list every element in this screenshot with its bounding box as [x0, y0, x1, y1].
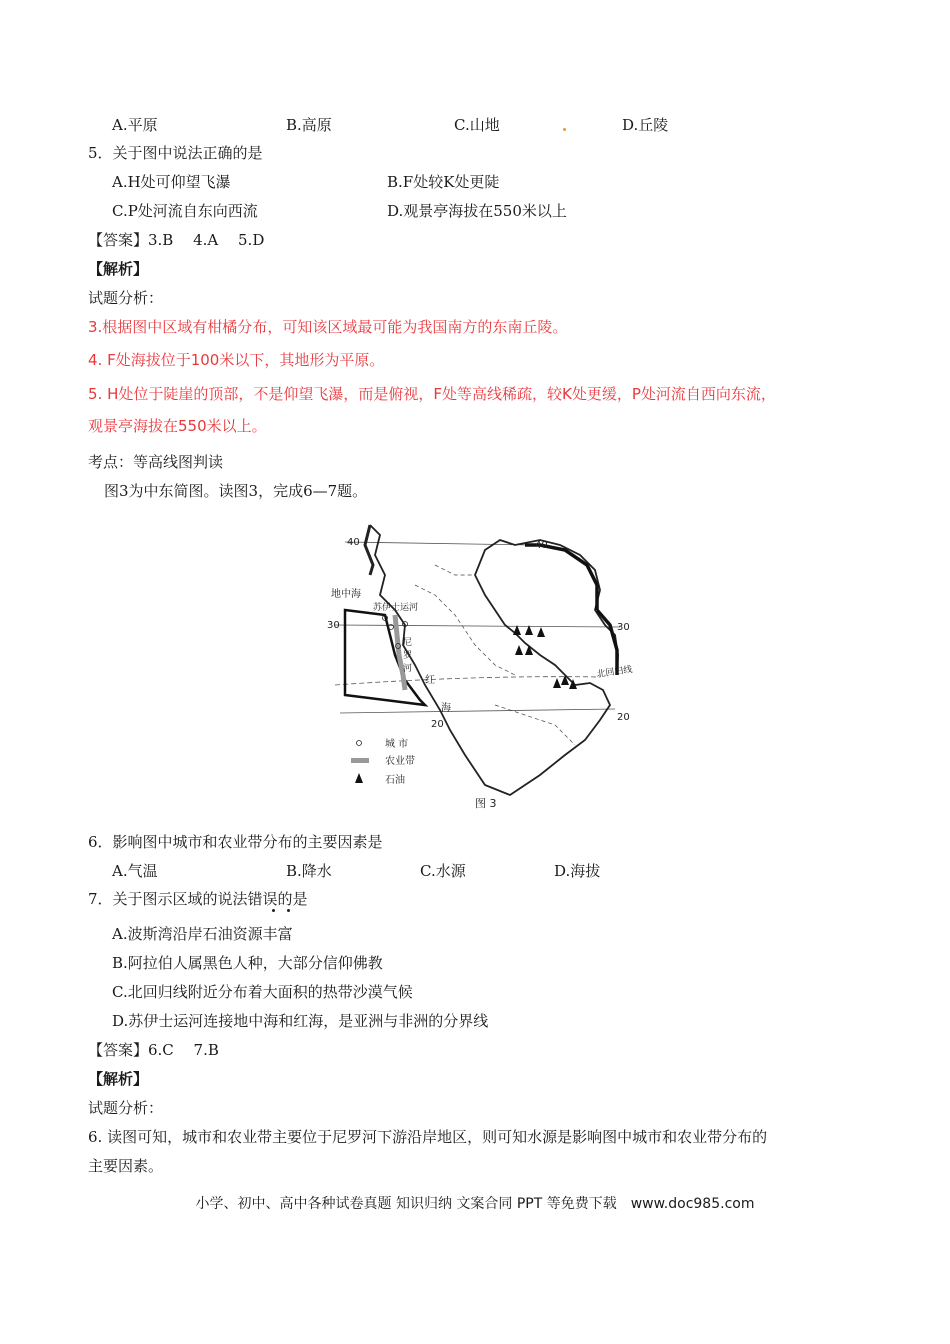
- suez-label: 苏伊士运河: [373, 603, 419, 613]
- lat-40-left-label: 40: [347, 537, 360, 548]
- nile-char-1: 尼: [403, 638, 413, 648]
- q5-option-a: A.H处可仰望飞瀑: [112, 173, 231, 191]
- nile-char-3: 河: [403, 664, 413, 674]
- q5-option-d: D.观景亭海拔在550米以上: [387, 202, 567, 220]
- legend-city-label: 城 市: [385, 739, 409, 750]
- q4-option-b: B.高原: [286, 116, 332, 134]
- analysis-label-2: 【解析】: [88, 1070, 149, 1088]
- q7-option-c: C.北回归线附近分布着大面积的热带沙漠气候: [112, 983, 413, 1001]
- lat-30-left-label: 30: [327, 620, 340, 631]
- legend-agri-symbol: [351, 758, 369, 763]
- q6-option-c: C.水源: [420, 862, 466, 880]
- explain-5-line1: 5. H处位于陡崖的顶部，不是仰望飞瀑，而是俯视，F处等高线稀疏，较K处更缓，P处河流自西向东流，: [88, 385, 776, 403]
- stray-dot: [563, 128, 566, 131]
- lat-20-left-label: 20: [431, 719, 444, 730]
- legend-oil-label: 石油: [385, 775, 405, 786]
- analysis-label-1: 【解析】: [88, 260, 149, 278]
- red-sea-char-2: 海: [441, 703, 451, 714]
- legend-oil-symbol: [355, 773, 363, 783]
- explain-6-line2: 主要因素。: [88, 1157, 164, 1175]
- emphasis-dot: [287, 909, 290, 912]
- q6-option-d: D.海拔: [554, 862, 601, 880]
- analysis-intro-2: 试题分析：: [88, 1099, 164, 1117]
- answer-2: 【答案】6.C 7.B: [88, 1041, 219, 1059]
- kaodian: 考点：等高线图判读: [88, 453, 224, 471]
- emphasis-dot: [272, 909, 275, 912]
- middle-east-map: [325, 515, 645, 815]
- lat-30-right-label: 30: [617, 622, 630, 633]
- nile-char-2: 罗: [403, 651, 413, 661]
- q6-option-b: B.降水: [286, 862, 332, 880]
- q7-option-b: B.阿拉伯人属黑色人种，大部分信仰佛教: [112, 954, 383, 972]
- red-sea-char-1: 红: [425, 675, 435, 686]
- q6-stem: 6．影响图中城市和农业带分布的主要因素是: [88, 833, 383, 851]
- explain-4: 4. F处海拔位于100米以下，其地形为平原。: [88, 351, 385, 369]
- answer-1: 【答案】3.B 4.A 5.D: [88, 231, 265, 249]
- q7-option-a: A.波斯湾沿岸石油资源丰富: [112, 925, 293, 943]
- q4-option-d: D.丘陵: [622, 116, 669, 134]
- legend-agri-label: 农业带: [385, 756, 415, 767]
- q5-option-b: B.F处较K处更陡: [387, 173, 500, 191]
- tropic-label: 北回归线: [596, 665, 634, 680]
- lat-20-right-label: 20: [617, 712, 630, 723]
- q7-stem: 7．关于图示区域的说法错误的是: [88, 890, 308, 908]
- q5-option-c: C.P处河流自东向西流: [112, 202, 258, 220]
- mediterranean-label: 地中海: [331, 589, 361, 600]
- explain-5-line2: 观景亭海拔在550米以上。: [88, 417, 267, 435]
- q6-option-a: A.气温: [112, 862, 158, 880]
- q5-stem: 5．关于图中说法正确的是: [88, 144, 263, 162]
- explain-3: 3.根据图中区域有柑橘分布，可知该区域最可能为我国南方的东南丘陵。: [88, 318, 568, 336]
- q4-option-c: C.山地: [454, 116, 500, 134]
- map-caption: 图 3: [475, 797, 497, 810]
- page-footer: 小学、初中、高中各种试卷真题 知识归纳 文案合同 PPT 等免费下载 www.doc985.com: [195, 1196, 755, 1212]
- legend-city-symbol: [357, 741, 362, 746]
- analysis-intro-1: 试题分析：: [88, 289, 164, 307]
- lat-40-right-label: 40: [535, 540, 548, 551]
- explain-6-line1: 6. 读图可知，城市和农业带主要位于尼罗河下游沿岸地区，则可知水源是影响图中城市和农业带分布的: [88, 1128, 768, 1146]
- q4-option-a: A.平原: [112, 116, 158, 134]
- q7-option-d: D.苏伊士运河连接地中海和红海，是亚洲与非洲的分界线: [112, 1012, 489, 1030]
- fig3-intro: 图3为中东简图。读图3，完成6—7题。: [104, 482, 368, 500]
